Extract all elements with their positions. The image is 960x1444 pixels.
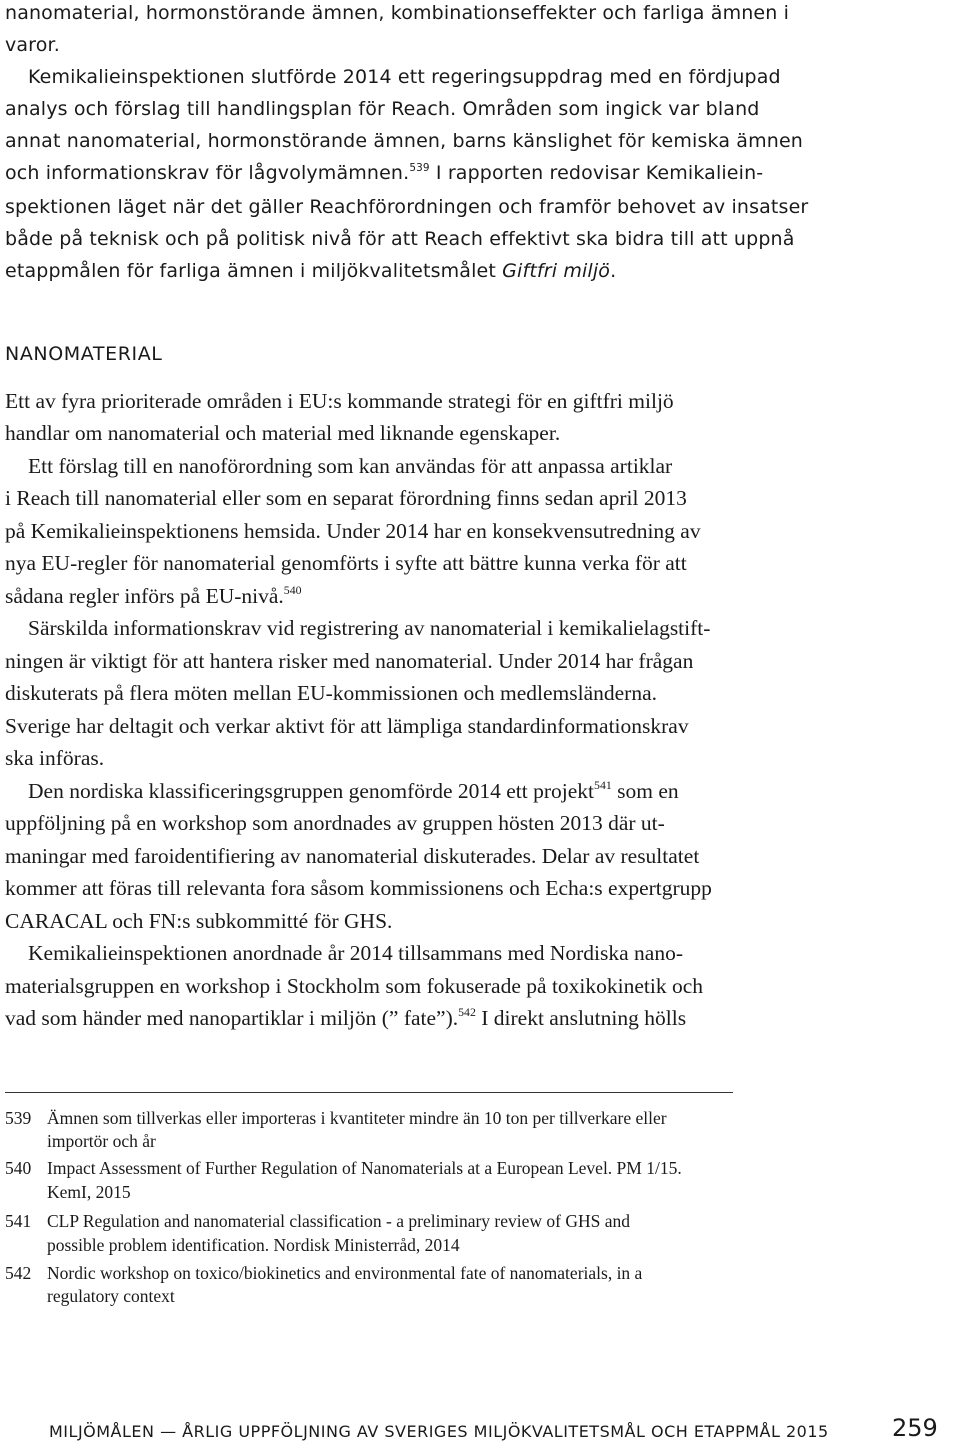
footnote-ref-540[interactable]: 540: [283, 583, 302, 598]
text-line: maningar med faroidentifiering av nanomaterial diskuterades. Delar av resultatet: [5, 844, 700, 868]
text-line: Ett av fyra prioriterade områden i EU:s kommande strategi för en giftfri miljö: [5, 389, 674, 413]
footnote-text: Nordic workshop on toxico/biokinetics and environmental fate of nanomaterials, in a: [47, 1263, 643, 1283]
text-line: Ett förslag till en nanoförordning som kan användas för att anpassa artiklar: [28, 454, 673, 478]
goal-name-italic: Giftfri miljö: [502, 260, 611, 282]
text-line: ska införas.: [5, 746, 105, 770]
text-segment: vad som händer med nanopartiklar i miljön (” fate”).: [5, 1006, 459, 1030]
footnote-number: 542: [5, 1263, 32, 1283]
text-line: kommer att föras till relevanta fora såsom kommissionens och Echa:s expertgrupp: [5, 876, 712, 900]
text-line: spektionen läget när det gäller Reachförordningen och framför behovet av insatser: [5, 196, 809, 218]
text-segment: och informationskrav för lågvolymämnen.: [5, 162, 410, 184]
text-line: Kemikalieinspektionen anordnade år 2014 tillsammans med Nordiska nano-: [28, 941, 683, 965]
footnote-text: KemI, 2015: [47, 1182, 131, 1202]
text-line: annat nanomaterial, hormonstörande ämnen, barns känslighet för kemiska ämnen: [5, 130, 803, 152]
footnote-text: importör och år: [47, 1131, 156, 1151]
footnote-number: 541: [5, 1211, 32, 1231]
text-segment: sådana regler införs på EU-nivå.: [5, 584, 284, 608]
footnote-text: regulatory context: [47, 1286, 175, 1306]
page-number: 259: [892, 1414, 938, 1442]
footnote-separator: [5, 1092, 733, 1093]
text-line: analys och förslag till handlingsplan för Reach. Områden som ingick var bland: [5, 98, 760, 120]
text-segment: I rapporten redovisar Kemikaliein-: [429, 162, 764, 184]
text-line: nanomaterial, hormonstörande ämnen, kombinationseffekter och farliga ämnen i: [5, 2, 790, 24]
footnote-ref-539[interactable]: 539: [409, 162, 430, 175]
footnote-number: 539: [5, 1108, 32, 1128]
text-line: både på teknisk och på politisk nivå för att Reach effektivt ska bidra till att uppnå: [5, 228, 795, 250]
text-segment: Den nordiska klassificeringsgruppen genomförde 2014 ett projekt: [28, 779, 595, 803]
text-line: materialsgruppen en workshop i Stockholm som fokuserade på toxikokinetik och: [5, 974, 704, 998]
text-line: Sverige har deltagit och verkar aktivt för att lämpliga standardinformationskrav: [5, 714, 689, 738]
text-segment: som en: [611, 779, 679, 803]
text-line: [28, 776, 679, 806]
text-line: ningen är viktigt för att hantera risker med nanomaterial. Under 2014 har frågan: [5, 649, 694, 673]
text-segment: .: [610, 260, 617, 282]
text-line: i Reach till nanomaterial eller som en separat förordning finns sedan april 2013: [5, 486, 687, 510]
footnote-ref-542[interactable]: 542: [458, 1005, 476, 1020]
text-line: handlar om nanomaterial och material med liknande egenskaper.: [5, 421, 561, 445]
text-segment: I direkt anslutning hölls: [475, 1006, 687, 1030]
text-line: [5, 256, 616, 286]
text-segment: etappmålen för farliga ämnen i miljökvalitetsmålet: [5, 260, 503, 282]
footnote-text: CLP Regulation and nanomaterial classification - a preliminary review of GHS and: [47, 1211, 631, 1231]
text-line: [5, 581, 302, 611]
footnote-number: 540: [5, 1158, 32, 1178]
footnote-text: Impact Assessment of Further Regulation of Nanomaterials at a European Level. PM 1/15.: [47, 1158, 682, 1178]
section-heading: NANOMATERIAL: [5, 343, 163, 365]
footnote-ref-541[interactable]: 541: [594, 778, 612, 793]
text-line: nya EU-regler för nanomaterial genomförts i syfte att bättre kunna verka för att: [5, 551, 687, 575]
text-line: på Kemikalieinspektionens hemsida. Under 2014 har en konsekvensutredning av: [5, 519, 701, 543]
text-line: Kemikalieinspektionen slutförde 2014 ett regeringsuppdrag med en fördjupad: [28, 66, 781, 88]
text-line: Särskilda informationskrav vid registrering av nanomaterial i kemikalielagstift-: [28, 616, 711, 640]
text-line: uppföljning på en workshop som anordnades av gruppen hösten 2013 där ut-: [5, 811, 665, 835]
text-line: [5, 1003, 686, 1033]
footnote-text: Ämnen som tillverkas eller importeras i kvantiteter mindre än 10 ton per tillverkare eller: [47, 1108, 667, 1128]
footnote-text: possible problem identification. Nordisk Ministerråd, 2014: [47, 1235, 460, 1255]
text-line: diskuterats på flera möten mellan EU-kommissionen och medlemsländerna.: [5, 681, 657, 705]
text-line: varor.: [5, 34, 60, 56]
text-line: [5, 158, 763, 188]
running-footer: MILJÖMÅLEN — ÅRLIG UPPFÖLJNING AV SVERIGES MILJÖKVALITETSMÅL OCH ETAPPMÅL 2015: [49, 1422, 829, 1441]
text-line: CARACAL och FN:s subkommitté för GHS.: [5, 909, 393, 933]
